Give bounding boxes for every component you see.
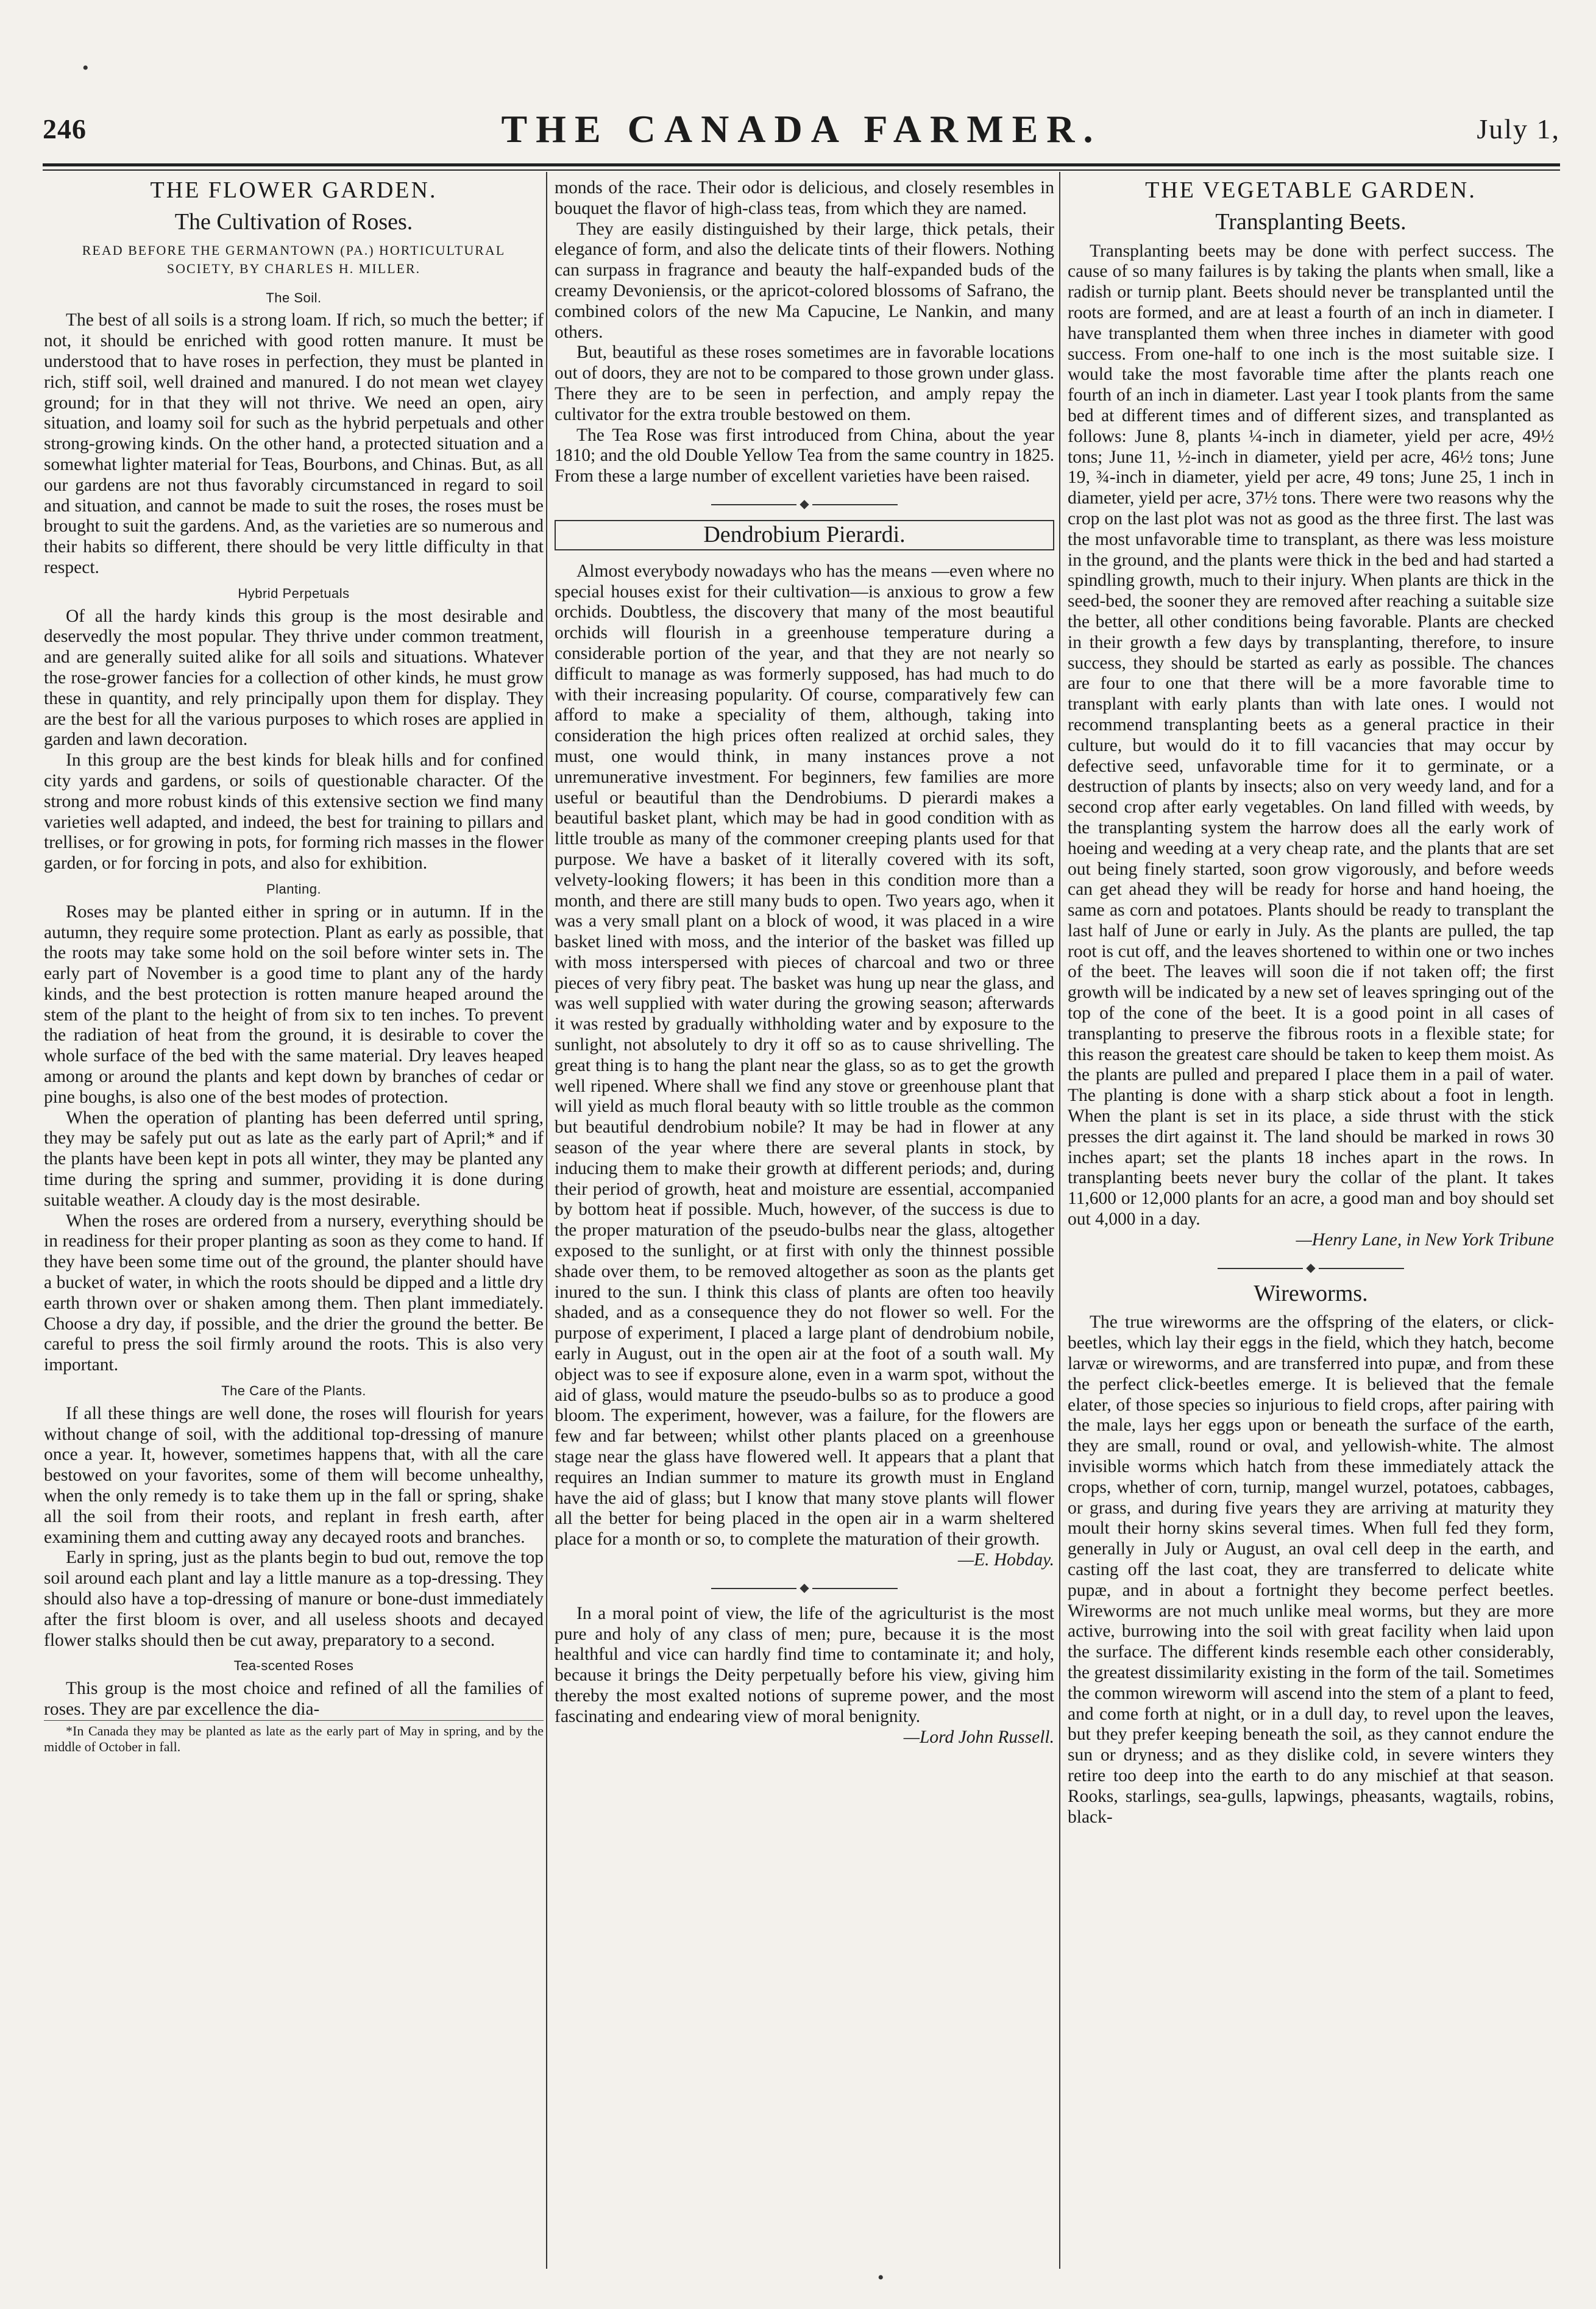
paragraph: When the operation of planting has been deferred until spring, they may be safely put out as late as the early part of April;* and if the plants have been kept in pots all winter, they may be planted any time during the spring and summer, providing it is done during suitable weather. A cloudy day is the most desirable. <box>44 1108 544 1210</box>
article-separator: ◆ <box>555 1582 1054 1594</box>
department-heading: THE VEGETABLE GARDEN. <box>1145 178 1477 203</box>
section-subhead: Tea-scented Roses <box>233 1658 354 1674</box>
paragraph: Roses may be planted either in spring or in autumn. If in the autumn, they require some protection. Plant as early as possible, that the roots may take some hold on the soil before winter sets in. The early part of November is a good time to plant any of the hardy kinds, and the best protection is rotten manure heaped around the stem of the plant to the height of from six to ten inches. To prevent the radiation of heat from the ground, it is desirable to cover the whole surface of the bed with the same material. Dry leaves heaped among or around the plants and kept down by branches of cedar or pine boughs, is also one of the best modes of protection. <box>44 902 544 1107</box>
paragraph: This group is the most choice and refined of all the families of roses. They are par excellence the dia- <box>44 1679 544 1719</box>
section-subhead: The Soil. <box>266 290 322 305</box>
article-title: Transplanting Beets. <box>1215 208 1406 235</box>
masthead-rule-thin <box>43 169 1560 171</box>
paragraph: They are easily distinguished by their large, thick petals, their elegance of form, and also the delicate tints of their flowers. Nothing can surpass in fragrance and beauty the half-expanded buds of the creamy Devoniensis, or the apricot-colored blossoms of Safrano, the combined colors of the new Ma Capucine, Le Nankin, and many others. <box>555 219 1054 342</box>
section-subhead: Planting. <box>266 881 322 897</box>
section-subhead: The Care of the Plants. <box>221 1383 366 1399</box>
paragraph: Early in spring, just as the plants begin to bud out, remove the top soil around each plant and lay a little manure as a top-dressing. They should also have a top-dressing of manure or bone-dust immediately after the first bloom is over, and all useless shoots and decayed flower stalks should then be cut away, preparatory to a second. <box>44 1548 544 1650</box>
issue-date: July 1, <box>1477 113 1560 144</box>
masthead <box>43 107 1560 155</box>
column-1 <box>44 178 544 2275</box>
article-title: Wireworms. <box>1254 1280 1368 1306</box>
signature: —Lord John Russell. <box>903 1727 1054 1747</box>
byline-line: READ BEFORE THE GERMANTOWN (PA.) HORTICULTURAL <box>82 242 506 258</box>
column-2 <box>555 178 1054 2275</box>
paragraph: The true wireworms are the offspring of the elaters, or click-beetles, which lay their eggs in the field, which they hatch, become larvæ or wireworms, and are transferred into pupæ, and from these the perfect click-beetles emerge. It is believed that the female elater, of those species so injurious to field crops, after pairing with the male, lays her eggs upon or beneath the surface of the earth, they are small, round or oval, and yellowish-white. The almost invisible worms which hatch from these immediately attack the crops, whether of corn, turnip, mangel wurzel, potatoes, cabbages, or grass, and during five years they are arriving at maturity they moult their horny skins several times. When full fed they form, generally in July or August, an oval cell deep in the earth, and casting off the last coat, they are transferred to delicate white pupæ, and in about a fortnight they become perfect beetles. Wireworms are not much unlike meal worms, but they are more active, burrowing into the soil with great facility when laid upon the surface. The different kinds resemble each other considerably, the greatest dissimilarity existing in the form of the tail. Sometimes the common wireworm will ascend into the stem of a plant to feed, and come forth at night, or in a dull day, to revel upon the leaves, but they prefer keeping beneath the soil, as they cannot endure the sun or dryness; and as they dislike cold, in severe winters they retire too deep into the earth to do any mischief at that season. Rooks, starlings, sea-gulls, lapwings, pheasants, wagtails, robins, black- <box>1068 1312 1554 1827</box>
paragraph: When the roses are ordered from a nursery, everything should be in readiness for their proper planting as soon as they come to hand. If they have been some time out of the ground, the planter should have a bucket of water, in which the roots should be dipped and a little dry earth thrown over or shaken among them. Then plant immediately. Choose a dry day, if possible, and the drier the ground the better. Be careful to press the soil firmly around the roots. This is also very important. <box>44 1211 544 1375</box>
paragraph: But, beautiful as these roses sometimes are in favorable locations out of doors, they are not to be compared to those grown under glass. There they are to be seen in perfection, and amply repay the cultivator for the extra trouble bestowed on them. <box>555 343 1054 424</box>
paragraph: If all these things are well done, the roses will flourish for years without change of soil, with the additional top-dressing of manure once a year. It, however, sometimes happens that, with all the care bestowed on your favorites, some of them will become unhealthy, when the only remedy is to take them up in the fall or spring, shake all the soil from their roots, and replant in fresh earth, after examining them and cutting away any decayed roots and branches. <box>44 1403 544 1547</box>
department-heading: THE FLOWER GARDEN. <box>150 178 438 203</box>
byline-line: SOCIETY, BY CHARLES H. MILLER. <box>166 260 421 276</box>
article-separator: ◆ <box>555 498 1054 510</box>
paragraph: Of all the hardy kinds this group is the most desirable and deservedly the most popular. They thrive under common treatment, and are generally suited alike for all soils and situations. Whatever the rose-grower fancies for a collection of other kinds, he must grow these in quantity, and rely principally upon them for display. They are the best for all the various purposes to which roses are applied in garden and lawn decoration. <box>44 606 544 750</box>
masthead-rule <box>43 163 1560 166</box>
printing-speck: • <box>82 58 89 78</box>
paragraph: In this group are the best kinds for bleak hills and for confined city yards and gardens, or soils of questionable character. Of the strong and more robust kinds of this extensive section we find many varieties well adapted, and indeed, the best for training to pillars and trellises, or for growing in pots, for forming rich masses in the flower garden, or for forcing in pots, and also for exhibition. <box>44 750 544 873</box>
byline <box>44 241 544 278</box>
paragraph: In a moral point of view, the life of the agriculturist is the most pure and holy of any class of men; pure, because it is the most healthful and vice can hardly find time to contaminate it; and holy, because it brings the Deity perpetually before his view, giving him thereby the most exalted notions of supreme power, and the most fascinating and endearing view of moral benignity. <box>555 1603 1054 1726</box>
signature: —Henry Lane, in New York Tribune <box>1296 1229 1554 1250</box>
article-separator: ◆ <box>1068 1262 1554 1274</box>
title-frame <box>555 520 1054 550</box>
page-number: 246 <box>43 113 87 144</box>
paragraph: Transplanting beets may be done with perfect success. The cause of so many failures is by taking the plants when small, like a radish or turnip plant. Beets should never be transplanted until the roots are formed, and are at least a fourth of an inch in diameter. I have transplanted them when three inches in diameter with good success. From one-half to one inch is the most suitable size. I would take the most favorable time after the plants reach one fourth of an inch in diameter. Last year I took plants from the same bed at different times and of different sizes, and transplanted as follows: June 8, plants ¼-inch in diameter, yield per acre, 49½ tons; June 11, ½-inch in diameter, yield per acre, 46½ tons; June 19, ¾-inch in diameter, yield per acre, 49 tons; June 25, 1 inch in diameter, yield per acre, 37½ tons. There were two reasons why the crop on the last plot was not as good as the three first. The last was the most unfavorable time to transplant, as there was less moisture in the ground, and the plants were thick in the bed and had started a spindling growth, much to their injury. When plants are thick in the seed-bed, the sooner they are removed after reaching a suitable size the better, all other conditions being favorable. Plants are checked in their growth a few days by transplanting, therefore, to insure success, they should be started as early as possible. The chances are four to one that there will be a more favorable time to transplant with early plants than with late ones. I would not recommend transplanting beets as a general practice in their culture, but would do it to fill vacancies that may occur by defective seed, unfavorable time for it to germinate, or a destruction of plants by insects; also on very weedy land, and for a second crop after early vegetables. On land filled with weeds, by the transplanting system the harrow does all the early work of hoeing and weeding at a very cheap rate, and the plants that are set out being finely started, soon grow vigorously, and before weeds can get ahead they will be ready for horse and hand hoeing, the same as corn and potatoes. Plants should be ready to transplant the last half of June or early in July. As the plants are pulled, the tap root is cut off, and the leaves shortened to within one or two inches of the beet. The leaves will soon die if not taken off; the first growth will be indicated by a new set of leaves springing out of the top of the cone of the beet. It is a good point in all cases of transplanting to preserve the fibrous roots in a flexible state; for this reason the greatest care should be taken to keep them moist. As the plants are pulled and prepared I place them in a pail of water. The planting is done with a sharp stick about a foot in length. When the plant is set in its place, a side thrust with the stick presses the dirt against it. The land should be marked in rows 30 inches apart; set the plants 18 inches apart in the rows. In transplanting beets never bury the collar of the plant. It takes 11,600 or 12,000 plants for an acre, a good man and boy should set out 4,000 in a day. <box>1068 241 1554 1229</box>
footnote: *In Canada they may be planted as late as the early part of May in spring, and by the middle of October in fall. <box>44 1720 544 1755</box>
column-divider <box>546 172 547 2269</box>
article-title: The Cultivation of Roses. <box>174 208 413 235</box>
paragraph: Almost everybody nowadays who has the means —even where no special houses exist for their cultivation—is anxious to grow a few orchids. Doubtless, the discovery that many of the most beautiful orchids will flourish in a greenhouse temperature during a considerable portion of the year, and that they are not nearly so difficult to manage as was formerly supposed, has had much to do with their increasing popularity. Of course, comparatively few can afford to make a speciality of them, although, taking into consideration the high prices often realized at orchid sales, they must, one would think, in many instances prove a not unremunerative investment. For beginners, few families are more useful or beautiful than the Dendrobiums. D pierardi makes a beautiful basket plant, which may be had in good condition with as little trouble as many of the commoner creeping plants used for that purpose. We have a basket of it literally covered with its soft, velvety-looking flowers; it has been in this condition more than a month, and there are still many buds to open. Two years ago, when it was a very small plant on a block of wood, it was placed in a wire basket lined with moss, and the interior of the basket was filled up with moss interspersed with pieces of charcoal and two or three pieces of very fibry peat. The basket was hung up near the glass, and was well supplied with water during the growing season; afterwards it was rested by gradually withholding water and by exposure to the sunlight, not absolutely to dry it off so as to cause shrivelling. The great thing is to hang the plant near the glass, so as to get the growth well ripened. Where shall we find any stove or greenhouse plant that will yield as much floral beauty with so little trouble as the common but beautiful dendrobium nobile? It may be had in flower at any season of the year where there are several plants in stock, by inducing them to make their growth at different periods; and, during their period of growth, heat and moisture are essential, accompanied by bottom heat if possible. Much, however, of the success is due to the proper maturation of the pseudo-bulbs near the glass, altogether exposed to the sunlight, or at first with only the thinnest possible shade over them, to be removed altogether as soon as the plants get inured to the sun. I think this class of plants are often too heavily shaded, and as a consequence they do not flower so well. For the purpose of experiment, I placed a large plant of dendrobium nobile, early in August, out in the open air at the foot of a south wall. My object was to see if exposure alone, even in a warm spot, without the aid of glass, would mature the pseudo-bulbs so as to produce a good bloom. The experiment, however, was a failure, for the flowers are few and far between; whilst other plants placed on a greenhouse stage near the glass have flowered well. It appears that a plant that requires an Indian summer to mature its growth must in England have the aid of glass; but I know that many stove plants will flower all the better for being placed in the open air in a warm sheltered place for a month or so, to complete the maturation of their growth. <box>555 561 1054 1549</box>
signature: —E. Hobday. <box>957 1550 1054 1570</box>
printing-speck: • <box>878 2268 884 2288</box>
paragraph: monds of the race. Their odor is delicious, and closely resembles in bouquet the flavor of high-class teas, from which they are named. <box>555 178 1054 218</box>
paragraph: The best of all soils is a strong loam. If rich, so much the better; if not, it should be enriched with good rotten manure. It must be understood that to have roses in perfection, they must be planted in rich, stiff soil, well drained and manured. I do not mean wet clayey ground; for in that they will not thrive. We need an open, airy situation, and loamy soil for such as the hybrid perpetuals and other strong-growing kinds. On the other hand, a protected situation and a somewhat lighter material for Teas, Bourbons, and Chinas. But, as all our gardens are not thus favorably circumstanced in regard to soil and situation, and cannot be made to suit the roses, the roses must be brought to suit the gardens. And, as the varieties are so numerous and their habits so different, there should be very little difficulty in that respect. <box>44 310 544 577</box>
section-subhead: Hybrid Perpetuals <box>238 585 350 601</box>
article-title: Dendrobium Pierardi. <box>703 521 906 547</box>
column-divider <box>1059 172 1060 2269</box>
paragraph: The Tea Rose was first introduced from China, about the year 1810; and the old Double Yellow Tea from the same country in 1825. From these a large number of excellent varieties have been raised. <box>555 425 1054 486</box>
newspaper-title: THE CANADA FARMER. <box>501 107 1102 151</box>
column-3 <box>1068 178 1554 2275</box>
